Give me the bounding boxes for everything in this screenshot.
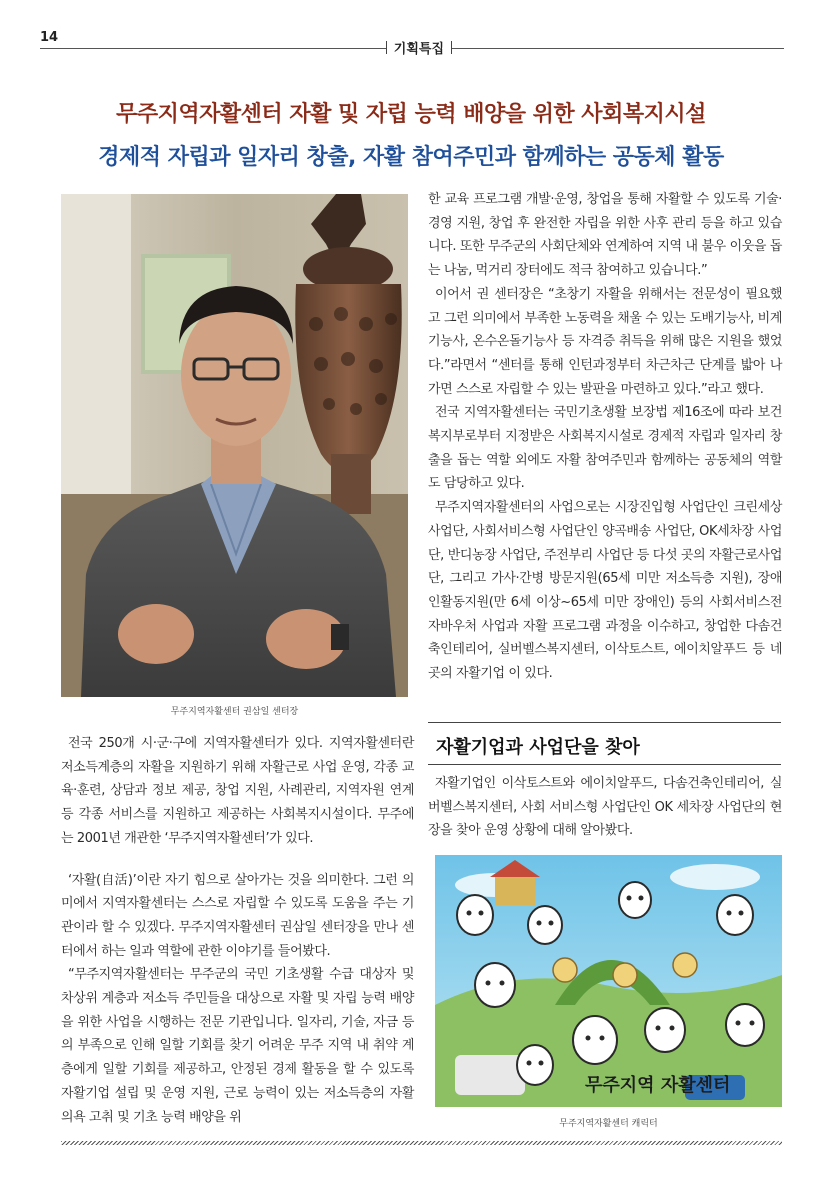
photo-caption-2: 무주지역자활센터 캐릭터 — [559, 1119, 658, 1129]
subheading: 자활기업과 사업단을 찾아 — [436, 737, 640, 758]
left-column — [61, 732, 414, 1129]
mascot-illustration — [435, 855, 782, 1107]
headline-line-2: 경제적 자립과 일자리 창출, 자활 참여주민과 함께하는 공동체 활동 — [98, 145, 724, 170]
paragraph: 무주지역자활센터의 사업으로는 시장진입형 사업단인 크린세상 사업단, 사회서비스형 사업단인 양곡배송 사업단, OK세차장 사업단, 반디농장 사업단, 주전부리 사업단 등 다섯 곳의 자활근로사업단, 그리고 가사·간병 방문지원(65세 미만 저소득층 지원), 장애인활동지원(만 6세 이상~65세 미만 장애인) 등의 사회서비스전자바우처 사업과 자활 프로그램 과정을 이수하고, 창업한 다솜건축인테리어, 실버벨스복지센터, 이삭토스트, 에이치알푸드 등 네 곳의 자활기업 이 있다. — [428, 500, 782, 682]
photo-caption-1: 무주지역자활센터 권삼일 센터장 — [170, 707, 299, 717]
headline-line-1: 무주지역자활센터 자활 및 자립 능력 배양을 위한 사회복지시설 — [116, 102, 706, 127]
paragraph: 이어서 권 센터장은 “초창기 자활을 위해서는 전문성이 필요했고 그런 의미에서 부족한 노동력을 채울 수 있는 도배기능사, 비계기능사, 온수온돌기능사 등 자격증 취득을 위해 많은 지원을 했었다.”라면서 “센터를 통해 인턴과정부터 차근차근 단계를 밟아 나가면 스스로 자립할 수 있는 발판을 마련하고 있다.”라고 했다. — [428, 286, 782, 397]
page-number: 14 — [40, 30, 59, 45]
footer-rule — [61, 1141, 782, 1145]
right-column — [428, 188, 782, 686]
subheading-rule-top — [428, 722, 781, 723]
paragraph: ‘자활(自活)’이란 자기 힘으로 살아가는 것을 의미한다. 그런 의미에서 지역자활센터는 스스로 자립할 수 있도록 도움을 주는 기관이라 할 수 있겠다. 무주지역자활센터 권삼일 센터장을 만나 센터에서 하는 일과 역할에 관한 이야기를 들어봤다. — [61, 872, 414, 959]
mascot-lettering: 무주지역 자활센터 — [585, 1075, 731, 1096]
section-label: 기획특집 — [386, 38, 452, 57]
subsection-paragraph: 자활기업인 이삭토스트와 에이치알푸드, 다솜건축인테리어, 실버벨스복지센터, 사회 서비스형 사업단인 OK 세차장 사업단의 현장을 찾아 운영 상황에 대해 알아봤다. — [428, 776, 782, 839]
paragraph: 한 교육 프로그램 개발·운영, 창업을 통해 자활할 수 있도록 기술·경영 지원, 창업 후 완전한 자립을 위한 사후 관리 등을 하고 있습니다. 또한 무주군의 사회단체와 연계하여 지역 내 불우 이웃을 돕는 나눔, 먹거리 장터에도 적극 참여하고 있습니다.” — [428, 192, 782, 279]
paragraph: 전국 250개 시·군·구에 지역자활센터가 있다. 지역자활센터란 저소득계층의 자활을 지원하기 위해 자활근로 사업 운영, 각종 교육·훈련, 상담과 정보 제공, 창업 지원, 사례관리, 지역자원 연계 등 각종 서비스를 지원하고 제공하는 사회복지시설이다. 무주에는 2001년 개관한 ‘무주지역자활센터’가 있다. — [61, 736, 414, 846]
center-director-photo — [61, 194, 408, 697]
paragraph: 전국 지역자활센터는 국민기초생활 보장법 제16조에 따라 보건복지부로부터 지정받은 사회복지시설로 경제적 자립과 일자리 창출을 돕는 역할 외에도 자활 참여주민과 함께하는 공동체의 역할도 담당하고 있다. — [428, 405, 782, 492]
paragraph: “무주지역자활센터는 무주군의 국민 기초생활 수급 대상자 및 차상위 계층과 저소득 주민들을 대상으로 자활 및 자립 능력 배양을 위한 사업을 시행하는 전문 기관입니다. 일자리, 기술, 자금 등의 부족으로 인해 일할 기회를 찾기 어려운 무주 지역 내 취약 계층에게 일할 기회를 제공하고, 안정된 경제 활동을 할 수 있도록 자활기업 설립 및 운영 지원, 근로 능력이 있는 저소득층의 자활 의욕 고취 및 기초 능력 배양을 위 — [61, 967, 414, 1125]
subheading-rule-bottom — [428, 764, 781, 765]
